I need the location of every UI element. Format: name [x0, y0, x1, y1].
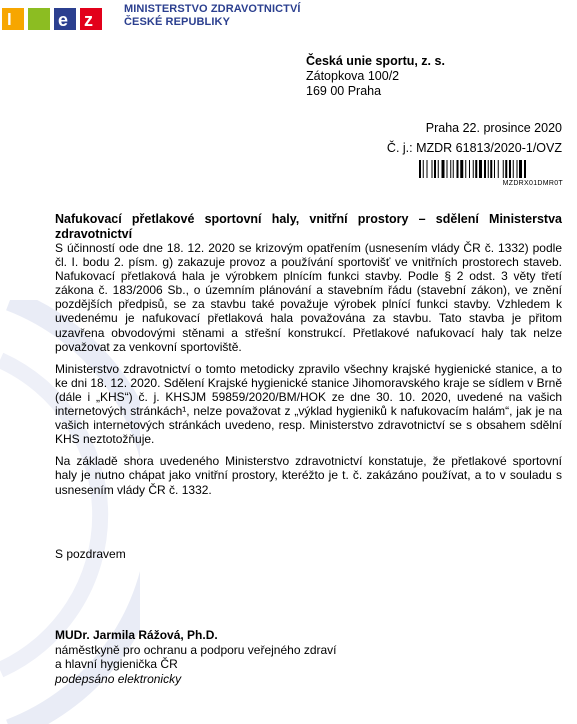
- barcode-bar: [475, 160, 477, 178]
- addressee-block: [306, 54, 445, 99]
- barcode-bar: [494, 160, 495, 178]
- barcode-bar: [490, 160, 492, 178]
- svg-text:e: e: [58, 10, 69, 30]
- barcode-bar: [465, 160, 466, 178]
- barcode-bar: [484, 160, 486, 178]
- svg-text:z: z: [84, 10, 93, 30]
- barcode-bar: [519, 160, 522, 178]
- addressee-name: Česká unie sportu, z. s.: [306, 54, 445, 68]
- barcode-bar: [434, 160, 436, 178]
- signed-electronically-note: podepsáno elektronicky: [55, 671, 182, 686]
- barcode-bar: [423, 160, 424, 178]
- signature-block: [55, 628, 337, 686]
- barcode-bar: [488, 160, 489, 178]
- signatory-name: MUDr. Jarmila Rážová, Ph.D.: [55, 628, 218, 642]
- barcode-bar: [524, 160, 526, 178]
- ministry-logo: [2, 2, 114, 32]
- signatory-title-1: náměstkyně pro ochranu a podporu veřejného zdraví: [55, 642, 337, 657]
- reference-number: Č. j.: MZDR 61813/2020-1/OVZ: [386, 141, 562, 155]
- barcode-bar: [438, 160, 439, 178]
- letter-body: [55, 241, 562, 505]
- greeting: S pozdravem: [55, 547, 126, 561]
- barcode-bar: [513, 160, 514, 178]
- barcode-bar: [517, 160, 518, 178]
- barcode-bar: [479, 160, 482, 178]
- barcode-bar: [453, 160, 454, 178]
- barcode-bar: [447, 160, 448, 178]
- barcode-bar: [469, 160, 470, 178]
- barcode-bar: [432, 160, 433, 178]
- barcode-bar: [498, 160, 499, 178]
- svg-text:l: l: [7, 10, 12, 29]
- barcode: [419, 160, 563, 178]
- body-paragraph: S účinností ode dne 18. 12. 2020 se krizovým opatřením (usnesením vlády ČR č. 1332) podle čl. I. bodu 2. písm. g) zakazuje provoz a používání sportovišť ve vnitřních prostorech staveb. Nafukovací přetlaková hala je výrobkem plnícím funkci stavby. Podle § 2 odst. 3 věty třetí zákona č. 183/2006 Sb., o územním plánování a stavebním řádu (stavební zákon), ve znění pozdějších předpisů, se za stavbu také považuje výrobek plnící funkci stavby. Vzhledem k uvedenému je nafukovací přetlaková hala považována za stavbu. Tato stavba je přitom uzavřena obvodovými stěnami a střešní konstrukcí. Přetlakové nafukovací haly tak nelze považovat za venkovní sportoviště.: [55, 241, 562, 354]
- ministry-name: [124, 3, 301, 29]
- barcode-bar: [450, 160, 451, 178]
- addressee-street: Zátopkova 100/2: [306, 69, 400, 83]
- barcode-bar: [460, 160, 463, 178]
- barcode-bar: [509, 160, 511, 178]
- barcode-id: MZDRX01DMR0T: [502, 180, 563, 187]
- barcode-bar: [427, 160, 428, 178]
- barcode-bar: [505, 160, 507, 178]
- ministry-name-line2: ČESKÉ REPUBLIKY: [124, 16, 231, 28]
- barcode-bar: [457, 160, 459, 178]
- signatory-title-2: a hlavní hygienička ČR: [55, 657, 178, 671]
- barcode-bar: [473, 160, 474, 178]
- body-paragraph: Na základě shora uvedeného Ministerstvo zdravotnictví konstatuje, že přetlakové sportovní haly je nutno chápat jako vnitřní prostory, kteréžto je t. č. zakázáno používat, a to v souladu s usnesením vlády ČR č. 1332.: [55, 454, 562, 497]
- barcode-bar: [442, 160, 445, 178]
- letter-date: Praha 22. prosince 2020: [425, 121, 562, 135]
- date-reference-block: [387, 118, 562, 158]
- letter-subject: Nafukovací přetlakové sportovní haly, vnitřní prostory – sdělení Ministerstva zdravotnictví: [55, 212, 562, 241]
- body-paragraph: Ministerstvo zdravotnictví o tomto metodicky zpravilo všechny krajské hygienické stanice, a to ke dni 18. 12. 2020. Sdělení Krajské hygienické stanice Jihomoravského kraje se sídlem v Brně (dále i „KHS“) č. j. KHSJM 59859/2020/BM/HOK ze dne 30. 10. 2020, uvedené na vašich internetových stránkách¹, nelze považovat z „výklad hygieniků k nafukovacím halám“, jak je na vašich internetových stránkách uvedeno, resp. Ministerstvo zdravotnictví se s obsahem sdělní KHS neztotožňuje.: [55, 361, 562, 447]
- barcode-bar: [503, 160, 504, 178]
- barcode-bar: [419, 160, 421, 178]
- addressee-city: 169 00 Praha: [306, 84, 382, 98]
- ministry-name-line1: MINISTERSTVO ZDRAVOTNICTVÍ: [124, 3, 301, 15]
